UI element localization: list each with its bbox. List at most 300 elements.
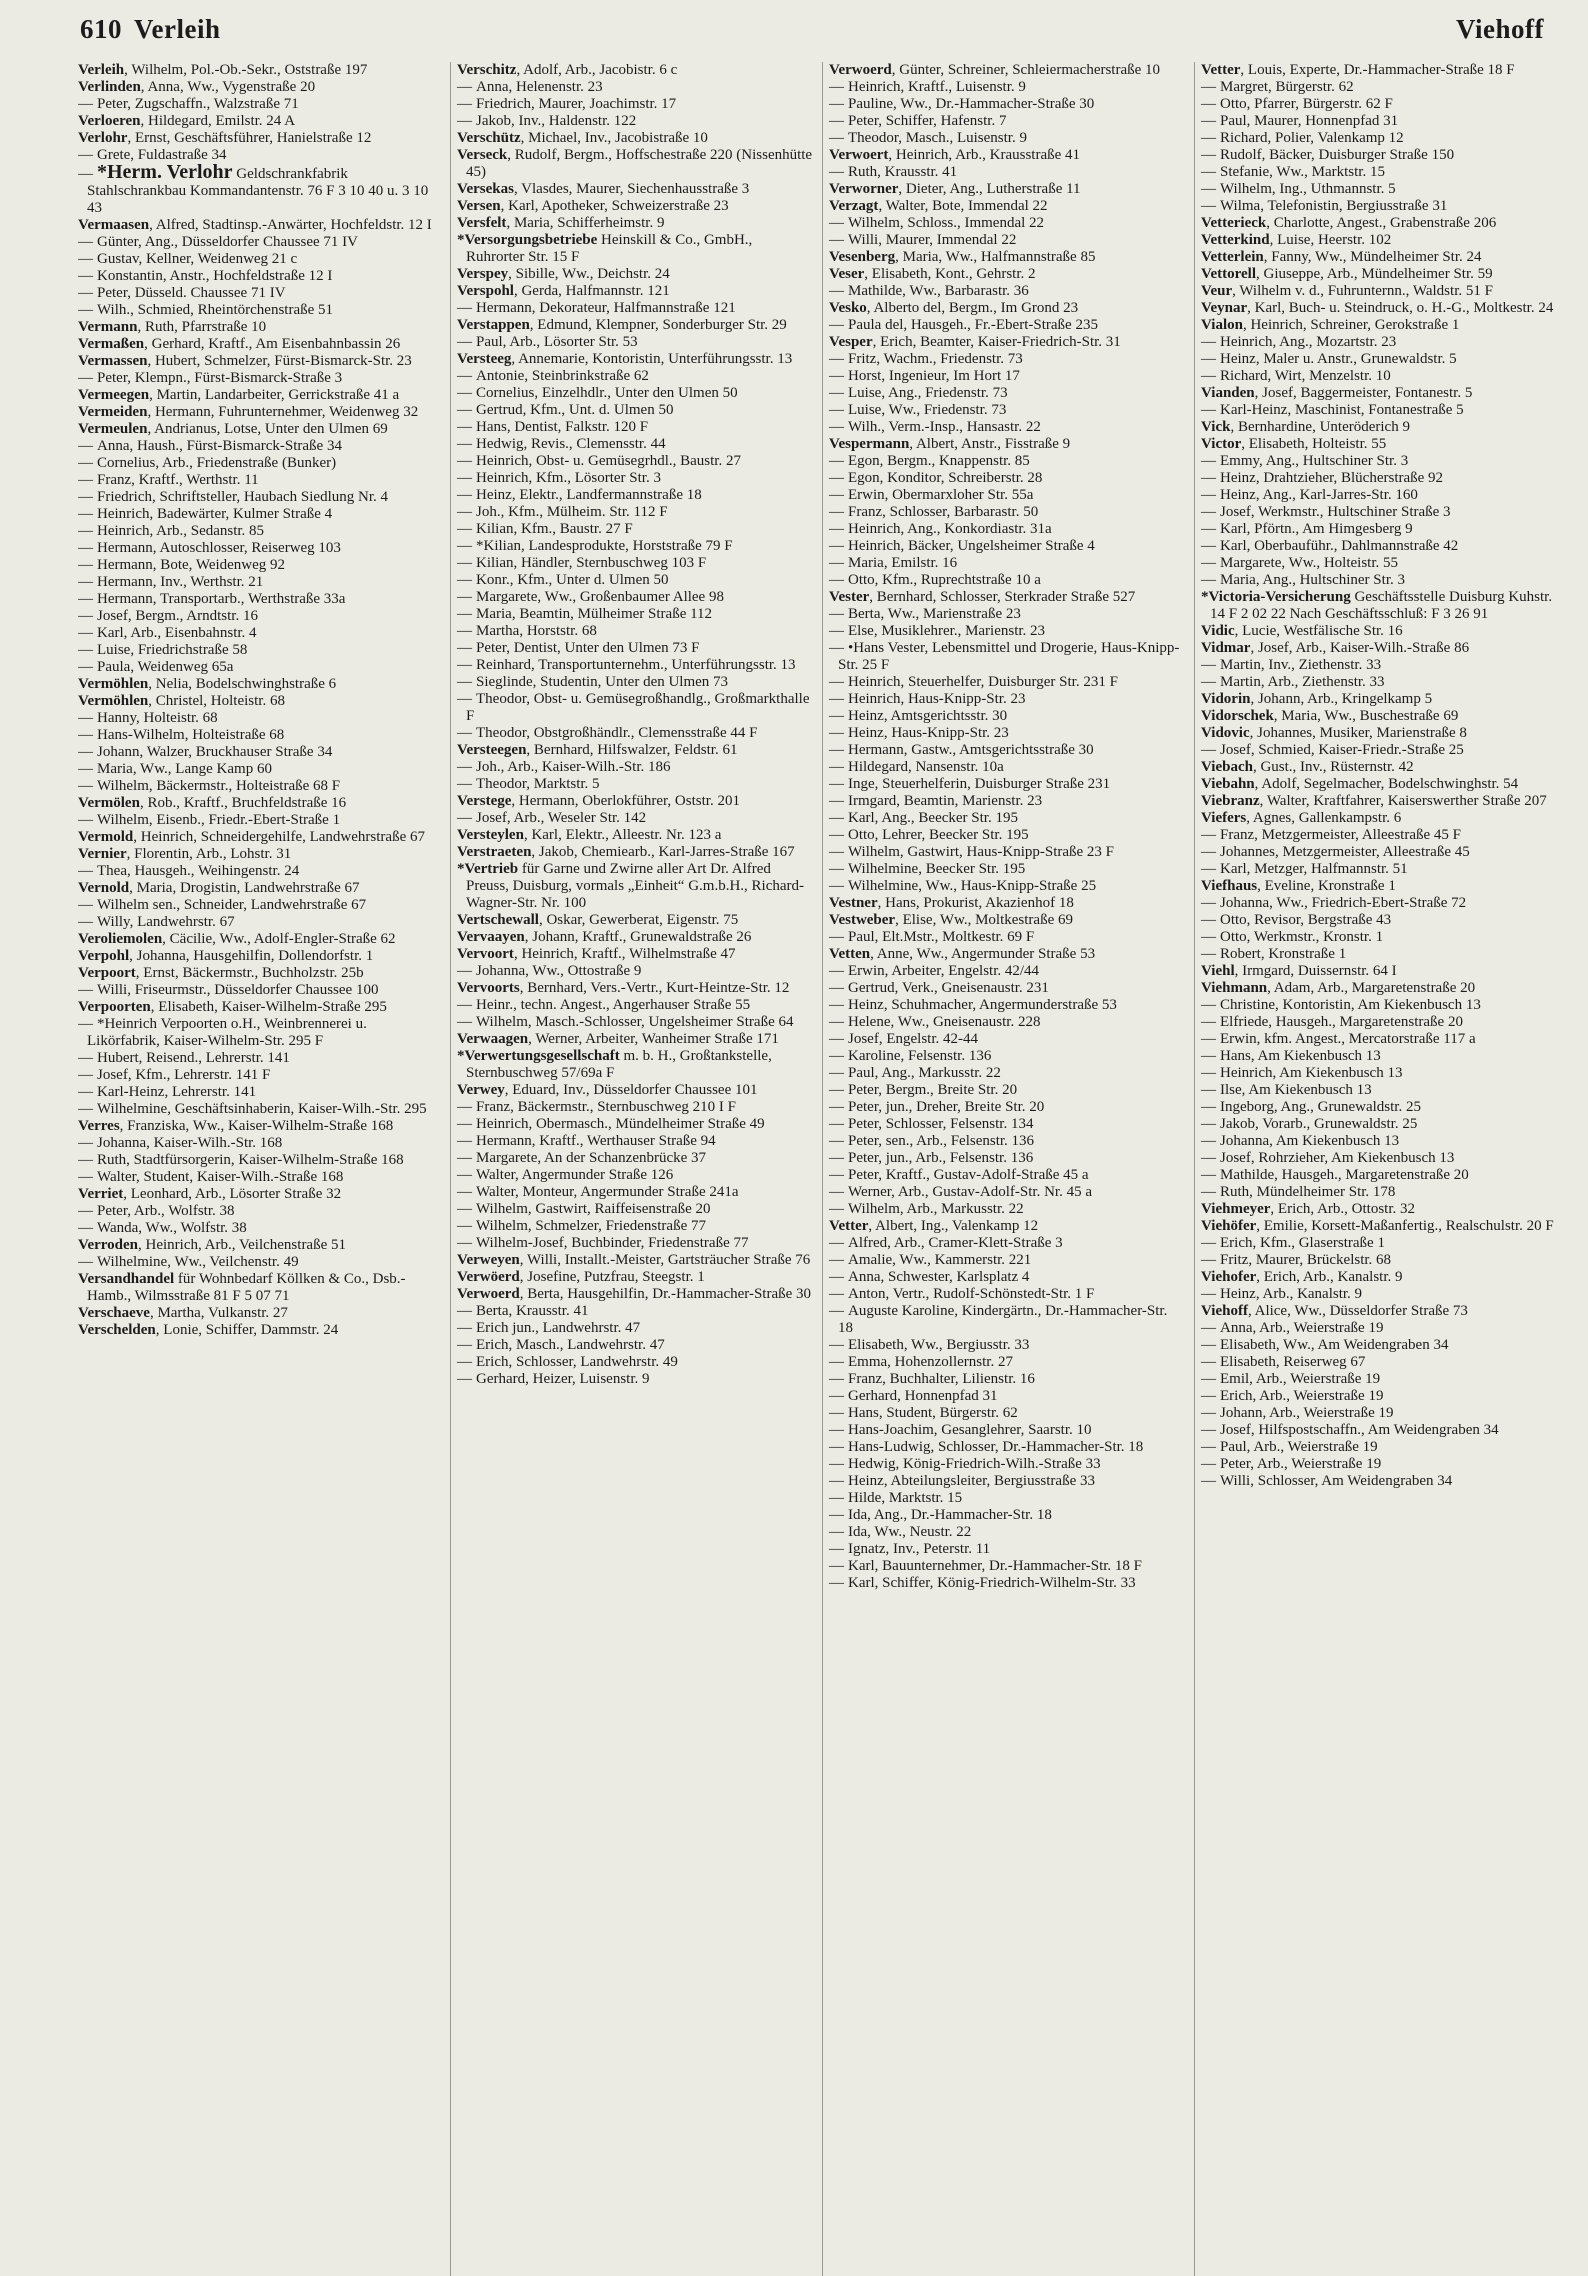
- entry-details: Martin, Inv., Ziethenstr. 33: [1220, 657, 1382, 673]
- entry-details: Hans-Joachim, Gesanglehrer, Saarstr. 10: [848, 1422, 1092, 1438]
- directory-entry: [78, 778, 442, 795]
- directory-entry: [1201, 997, 1558, 1014]
- directory-entry: [829, 691, 1186, 708]
- entry-details: Wilhelm, Schmelzer, Friedenstraße 77: [476, 1218, 706, 1234]
- entry-details: Otto, Lehrer, Beecker Str. 195: [848, 827, 1029, 843]
- entry-details: Heinz, Haus-Knipp-Str. 23: [848, 725, 1009, 741]
- ditto-dash: —: [829, 606, 844, 622]
- entry-surname: Vervaayen: [457, 929, 525, 945]
- entry-details: Christine, Kontoristin, Am Kiekenbusch 13: [1220, 997, 1481, 1013]
- entry-details: Werner, Arb., Gustav-Adolf-Str. Nr. 45 a: [848, 1184, 1092, 1200]
- entry-details: Franz, Schlosser, Barbarastr. 50: [848, 504, 1039, 520]
- entry-details: Ruth, Krausstr. 41: [848, 164, 958, 180]
- directory-entry: [1201, 1082, 1558, 1099]
- directory-entry: [829, 1082, 1186, 1099]
- directory-entry: [78, 251, 442, 268]
- directory-entry: [1201, 980, 1558, 997]
- directory-entry: [78, 659, 442, 676]
- entry-details: Johannes, Metzgermeister, Alleestraße 45: [1220, 844, 1470, 860]
- entry-details: Hans, Dentist, Falkstr. 120 F: [476, 419, 649, 435]
- ditto-dash: —: [457, 300, 472, 316]
- ditto-dash: —: [829, 1575, 844, 1591]
- entry-details: Wilhelmine, Beecker Str. 195: [848, 861, 1026, 877]
- entry-details: Helene, Ww., Gneisenaustr. 228: [848, 1014, 1041, 1030]
- entry-details: Karl, Oberbauführ., Dahlmannstraße 42: [1220, 538, 1459, 554]
- ditto-dash: —: [829, 691, 844, 707]
- directory-entry: [829, 640, 1186, 674]
- ditto-dash: —: [78, 1067, 93, 1083]
- ditto-dash: —: [78, 285, 93, 301]
- directory-entry: [1201, 368, 1558, 385]
- entry-details: Franz, Bäckermstr., Sternbuschweg 210 I F: [476, 1099, 736, 1115]
- ditto-dash: —: [78, 863, 93, 879]
- directory-entry: [457, 1014, 814, 1031]
- directory-entry: [78, 574, 442, 591]
- entry-details: Egon, Bergm., Knappenstr. 85: [848, 453, 1030, 469]
- directory-entry: [1201, 691, 1558, 708]
- ditto-dash: —: [829, 164, 844, 180]
- entry-details: , Elisabeth, Holteistr. 55: [1241, 436, 1387, 452]
- entry-details: Margarete, Ww., Holteistr. 55: [1220, 555, 1399, 571]
- ditto-dash: —: [829, 1388, 844, 1404]
- directory-entry: [1201, 1133, 1558, 1150]
- entry-details: , Josef, Baggermeister, Fontanestr. 5: [1254, 385, 1473, 401]
- ditto-dash: —: [78, 1101, 93, 1117]
- directory-entry: [829, 742, 1186, 759]
- ditto-dash: —: [78, 659, 93, 675]
- entry-details: Egon, Konditor, Schreiberstr. 28: [848, 470, 1043, 486]
- ditto-dash: —: [457, 96, 472, 112]
- directory-entry: [1201, 521, 1558, 538]
- entry-details: Günter, Ang., Düsseldorfer Chaussee 71 IV: [97, 234, 359, 250]
- ditto-dash: —: [829, 725, 844, 741]
- directory-entry: [1201, 538, 1558, 555]
- entry-details: Heinz, Abteilungsleiter, Bergiusstraße 33: [848, 1473, 1095, 1489]
- entry-details: , Louis, Experte, Dr.-Hammacher-Straße 18 F: [1240, 62, 1515, 78]
- ditto-dash: —: [457, 657, 472, 673]
- directory-entry: [829, 606, 1186, 623]
- ditto-dash: —: [1201, 1133, 1216, 1149]
- directory-entry: [78, 642, 442, 659]
- directory-entry: [1201, 1286, 1558, 1303]
- entry-details: Peter, Düsseld. Chaussee 71 IV: [97, 285, 286, 301]
- entry-details: Erich, Arb., Weierstraße 19: [1220, 1388, 1384, 1404]
- directory-entry: [829, 164, 1186, 181]
- entry-details: Elisabeth, Ww., Am Weidengraben 34: [1220, 1337, 1449, 1353]
- directory-entry: [1201, 1473, 1558, 1490]
- entry-details: Ruth, Mündelheimer Str. 178: [1220, 1184, 1396, 1200]
- entry-details: , Sibille, Ww., Deichstr. 24: [508, 266, 670, 282]
- ditto-dash: —: [829, 1337, 844, 1353]
- entry-details: , Fanny, Ww., Mündelheimer Str. 24: [1263, 249, 1482, 265]
- directory-entry: [457, 487, 814, 504]
- entry-surname: Vesper: [829, 334, 873, 350]
- entry-details: Friedrich, Schriftsteller, Haubach Siedlung Nr. 4: [97, 489, 388, 505]
- ditto-dash: —: [829, 1235, 844, 1251]
- ditto-dash: —: [457, 521, 472, 537]
- ditto-dash: —: [1201, 1014, 1216, 1030]
- directory-entry: [457, 130, 814, 147]
- directory-entry: [78, 1067, 442, 1084]
- entry-surname: Verlohr: [78, 130, 128, 146]
- directory-entry: [1201, 912, 1558, 929]
- entry-details: Walter, Student, Kaiser-Wilh.-Straße 168: [97, 1169, 344, 1185]
- directory-entry: [1201, 96, 1558, 113]
- directory-entry: [1201, 1388, 1558, 1405]
- directory-entry: [1201, 1031, 1558, 1048]
- directory-entry: [78, 353, 442, 370]
- ditto-dash: —: [829, 1167, 844, 1183]
- ditto-dash: —: [1201, 198, 1216, 214]
- directory-entry: [829, 368, 1186, 385]
- directory-entry: [457, 266, 814, 283]
- entry-details: Gustav, Kellner, Weidenweg 21 c: [97, 251, 298, 267]
- entry-details: , Irmgard, Duissernstr. 64 I: [1234, 963, 1397, 979]
- ditto-dash: —: [829, 419, 844, 435]
- directory-entry: [78, 455, 442, 472]
- entry-surname: Vermann: [78, 319, 138, 335]
- entry-details: Hildegard, Nansenstr. 10a: [848, 759, 1004, 775]
- entry-surname: Viefhaus: [1201, 878, 1258, 894]
- directory-entry: [78, 285, 442, 302]
- directory-entry: [1201, 963, 1558, 980]
- directory-entry: [829, 283, 1186, 300]
- ditto-dash: —: [829, 1303, 844, 1319]
- entry-surname: Vianden: [1201, 385, 1255, 401]
- ditto-dash: —: [78, 778, 93, 794]
- directory-entry: [457, 1269, 814, 1286]
- entry-details: , Bernhard, Schlosser, Sterkrader Straße 527: [869, 589, 1136, 605]
- entry-details: , Nelia, Bodelschwinghstraße 6: [148, 676, 337, 692]
- directory-entry: [1201, 1320, 1558, 1337]
- ditto-dash: —: [829, 402, 844, 418]
- ditto-dash: —: [1201, 470, 1216, 486]
- directory-entry: [457, 1337, 814, 1354]
- directory-entry: [829, 385, 1186, 402]
- directory-entry: [1201, 657, 1558, 674]
- entry-details: Cornelius, Arb., Friedenstraße (Bunker): [97, 455, 337, 471]
- ditto-dash: —: [829, 317, 844, 333]
- entry-surname: Veroliemolen: [78, 931, 163, 947]
- entry-details: Anna, Helenenstr. 23: [476, 79, 603, 95]
- directory-entry: [78, 591, 442, 608]
- directory-entry: [1201, 725, 1558, 742]
- directory-entry: [1201, 266, 1558, 283]
- directory-entry: [78, 948, 442, 965]
- ditto-dash: —: [829, 1507, 844, 1523]
- ditto-dash: —: [1201, 1048, 1216, 1064]
- entry-details: , Elisabeth, Kaiser-Wilhelm-Straße 295: [150, 999, 387, 1015]
- entry-details: Hilde, Marktstr. 15: [848, 1490, 963, 1506]
- directory-entry: [829, 1218, 1186, 1235]
- entry-details: , Albert, Ing., Valenkamp 12: [868, 1218, 1039, 1234]
- entry-details: , Wilhelm, Pol.-Ob.-Sekr., Oststraße 197: [124, 62, 368, 78]
- entry-surname: Verstraeten: [457, 844, 532, 860]
- ditto-dash: —: [78, 455, 93, 471]
- entry-details: Fritz, Wachm., Friedenstr. 73: [848, 351, 1023, 367]
- directory-entry: [457, 742, 814, 759]
- entry-details: Konr., Kfm., Unter d. Ulmen 50: [476, 572, 669, 588]
- directory-entry: [457, 232, 814, 266]
- ditto-dash: —: [829, 1065, 844, 1081]
- entry-surname: Vetter: [829, 1218, 869, 1234]
- ditto-dash: —: [829, 759, 844, 775]
- entry-details: Wilhelm, Gastwirt, Raiffeisenstraße 20: [476, 1201, 711, 1217]
- entry-details: Wilhelm, Schloss., Immendal 22: [848, 215, 1045, 231]
- entry-details: , Johannes, Musiker, Marienstraße 8: [1249, 725, 1467, 741]
- entry-details: Wilhelmine, Ww., Haus-Knipp-Straße 25: [848, 878, 1097, 894]
- ditto-dash: —: [457, 1133, 472, 1149]
- ditto-dash: —: [829, 623, 844, 639]
- running-head-left: [80, 14, 221, 45]
- entry-details: Karoline, Felsenstr. 136: [848, 1048, 992, 1064]
- entry-details: Wilma, Telefonistin, Bergiusstraße 31: [1220, 198, 1448, 214]
- directory-entry: [1201, 334, 1558, 351]
- directory-entry: [829, 215, 1186, 232]
- ditto-dash: —: [1201, 742, 1216, 758]
- directory-entry: [457, 351, 814, 368]
- ditto-dash: —: [829, 368, 844, 384]
- entry-details: Auguste Karoline, Kindergärtn., Dr.-Hammacher-Str. 18: [838, 1303, 1168, 1336]
- directory-entry: [457, 1286, 814, 1303]
- entry-surname: Vesko: [829, 300, 867, 316]
- entry-surname: Veynar: [1201, 300, 1248, 316]
- directory-entry: [78, 130, 442, 147]
- entry-details: Reinhard, Transportunternehm., Unterführungsstr. 13: [476, 657, 796, 673]
- directory-entry: [1201, 436, 1558, 453]
- ditto-dash: —: [829, 1201, 844, 1217]
- entry-details: Ingeborg, Ang., Grunewaldstr. 25: [1220, 1099, 1421, 1115]
- entry-details: Peter, Arb., Weierstraße 19: [1220, 1456, 1382, 1472]
- entry-details: Josef, Kfm., Lehrerstr. 141 F: [97, 1067, 271, 1083]
- directory-entry: [457, 776, 814, 793]
- entry-details: Margarete, An der Schanzenbrücke 37: [476, 1150, 707, 1166]
- ditto-dash: —: [829, 1541, 844, 1557]
- entry-details: Josef, Rohrzieher, Am Kiekenbusch 13: [1220, 1150, 1455, 1166]
- entry-details: Heinrich, Obermasch., Mündelheimer Straße 49: [476, 1116, 765, 1132]
- ditto-dash: —: [78, 147, 93, 163]
- entry-details: , Gust., Inv., Rüsternstr. 42: [1252, 759, 1414, 775]
- entry-details: Erwin, kfm. Angest., Mercatorstraße 117 a: [1220, 1031, 1476, 1047]
- directory-entry: [457, 1354, 814, 1371]
- directory-entry: [457, 946, 814, 963]
- directory-entry: [1201, 1150, 1558, 1167]
- ditto-dash: —: [78, 897, 93, 913]
- ditto-dash: —: [457, 113, 472, 129]
- entry-surname: *Versorgungsbetriebe: [457, 232, 598, 248]
- ditto-dash: —: [78, 1135, 93, 1151]
- directory-columns: [78, 62, 1558, 2276]
- entry-details: , Oskar, Gewerberat, Eigenstr. 75: [538, 912, 739, 928]
- ditto-dash: —: [1201, 368, 1216, 384]
- entry-details: Else, Musiklehrer., Marienstr. 23: [848, 623, 1046, 639]
- entry-details: Theodor, Masch., Luisenstr. 9: [848, 130, 1027, 146]
- entry-surname: Verleih: [78, 62, 125, 78]
- directory-entry: [78, 1101, 442, 1118]
- ditto-dash: —: [1201, 538, 1216, 554]
- entry-surname: Viehofer: [1201, 1269, 1257, 1285]
- ditto-dash: —: [829, 878, 844, 894]
- entry-surname: Vestner: [829, 895, 878, 911]
- entry-surname: Versteegen: [457, 742, 527, 758]
- ditto-dash: —: [1201, 1439, 1216, 1455]
- directory-entry: [78, 438, 442, 455]
- entry-details: , Christel, Holteistr. 68: [148, 693, 285, 709]
- ditto-dash: —: [829, 1252, 844, 1268]
- directory-entry: [457, 317, 814, 334]
- ditto-dash: —: [78, 1084, 93, 1100]
- entry-surname: Vettorell: [1201, 266, 1256, 282]
- ditto-dash: —: [829, 504, 844, 520]
- ditto-dash: —: [78, 1220, 93, 1236]
- right-keyword: Viehoff: [1456, 13, 1544, 44]
- ditto-dash: —: [829, 844, 844, 860]
- entry-details: Wanda, Ww., Wolfstr. 38: [97, 1220, 247, 1236]
- directory-entry: [457, 181, 814, 198]
- entry-details: Cornelius, Einzelhdlr., Unter den Ulmen 50: [476, 385, 738, 401]
- directory-entry: [1201, 1456, 1558, 1473]
- ditto-dash: —: [78, 251, 93, 267]
- entry-details: , Adam, Arb., Margaretenstraße 20: [1267, 980, 1476, 996]
- entry-details: Heinrich, Obst- u. Gemüsegrhdl., Baustr. 27: [476, 453, 741, 469]
- directory-entry: [457, 793, 814, 810]
- ditto-dash: —: [829, 1184, 844, 1200]
- ditto-dash: —: [829, 1014, 844, 1030]
- entry-details: , Bernhard, Hilfswalzer, Feldstr. 61: [526, 742, 738, 758]
- ditto-dash: —: [1201, 334, 1216, 350]
- directory-entry: [457, 1218, 814, 1235]
- ditto-dash: —: [829, 487, 844, 503]
- entry-details: Karl-Heinz, Maschinist, Fontanestraße 5: [1220, 402, 1464, 418]
- entry-details: Otto, Werkmstr., Kronstr. 1: [1220, 929, 1384, 945]
- directory-entry: [457, 538, 814, 555]
- entry-details: Luise, Ww., Friedenstr. 73: [848, 402, 1007, 418]
- directory-entry: [829, 1354, 1186, 1371]
- ditto-dash: —: [457, 725, 472, 741]
- entry-details: Franz, Buchhalter, Lilienstr. 16: [848, 1371, 1035, 1387]
- entry-details: , Bernhard, Vers.-Vertr., Kurt-Heintze-Str. 12: [519, 980, 790, 996]
- entry-details: , Adolf, Arb., Jacobistr. 6 c: [516, 62, 678, 78]
- directory-entry: [457, 759, 814, 776]
- directory-entry: [78, 710, 442, 727]
- ditto-dash: —: [1201, 572, 1216, 588]
- entry-details: Johann, Walzer, Bruckhauser Straße 34: [97, 744, 333, 760]
- entry-details: Heinz, Maler u. Anstr., Grunewaldstr. 5: [1220, 351, 1457, 367]
- ditto-dash: —: [457, 674, 472, 690]
- ditto-dash: —: [457, 691, 472, 707]
- ditto-dash: —: [1201, 912, 1216, 928]
- directory-entry: [457, 1048, 814, 1082]
- entry-details: , Karl, Buch- u. Steindruck, o. H.-G., Moltkestr. 24: [1247, 300, 1554, 316]
- entry-details: Maria, Ww., Lange Kamp 60: [97, 761, 272, 777]
- entry-details: Karl, Pförtn., Am Himgesberg 9: [1220, 521, 1413, 537]
- entry-surname: Verschaeve: [78, 1305, 150, 1321]
- entry-details: Hermann, Dekorateur, Halfmannstraße 121: [476, 300, 736, 316]
- directory-entry: [829, 130, 1186, 147]
- ditto-dash: —: [1201, 402, 1216, 418]
- directory-entry: [829, 1065, 1186, 1082]
- directory-entry: [829, 96, 1186, 113]
- ditto-dash: —: [1201, 79, 1216, 95]
- ditto-dash: —: [78, 982, 93, 998]
- ditto-dash: —: [78, 234, 93, 250]
- entry-details: , Maria, Ww., Halfmannstraße 85: [895, 249, 1096, 265]
- directory-entry: [457, 1116, 814, 1133]
- directory-entry: [1201, 1252, 1558, 1269]
- entry-details: Erich, Masch., Landwehrstr. 47: [476, 1337, 665, 1353]
- entry-details: Gerhard, Heizer, Luisenstr. 9: [476, 1371, 650, 1387]
- directory-entry: [78, 319, 442, 336]
- directory-entry: [1201, 249, 1558, 266]
- entry-details: Paul, Maurer, Honnenpfad 31: [1220, 113, 1399, 129]
- directory-entry: [457, 96, 814, 113]
- directory-entry: [78, 676, 442, 693]
- ditto-dash: —: [829, 861, 844, 877]
- ditto-dash: —: [457, 1201, 472, 1217]
- directory-entry: [1201, 164, 1558, 181]
- entry-details: , Wilhelm v. d., Fuhrunternn., Waldstr. 51 F: [1232, 283, 1493, 299]
- directory-entry: [78, 1169, 442, 1186]
- ditto-dash: —: [457, 572, 472, 588]
- entry-details: •Hans Vester, Lebensmittel und Drogerie, Haus-Knipp-Str. 25 F: [838, 640, 1180, 673]
- entry-details: Wilhelmine, Geschäftsinhaberin, Kaiser-Wilh.-Str. 295: [97, 1101, 427, 1117]
- directory-entry: [829, 1048, 1186, 1065]
- entry-details: , Anne, Ww., Angermunder Straße 53: [870, 946, 1096, 962]
- directory-entry: [829, 776, 1186, 793]
- entry-details: Heinrich, Bäcker, Ungelsheimer Straße 4: [848, 538, 1095, 554]
- ditto-dash: —: [1201, 1082, 1216, 1098]
- ditto-dash: —: [1201, 181, 1216, 197]
- ditto-dash: —: [829, 1405, 844, 1421]
- entry-details: Gerhard, Honnenpfad 31: [848, 1388, 998, 1404]
- ditto-dash: —: [829, 776, 844, 792]
- directory-entry: [78, 161, 442, 217]
- directory-entry: [457, 521, 814, 538]
- entry-details: Alfred, Arb., Cramer-Klett-Straße 3: [848, 1235, 1063, 1251]
- entry-details: Luise, Ang., Friedenstr. 73: [848, 385, 1008, 401]
- directory-entry: [829, 963, 1186, 980]
- entry-details: Karl, Schiffer, König-Friedrich-Wilhelm-Str. 33: [848, 1575, 1136, 1591]
- directory-entry: [829, 623, 1186, 640]
- ditto-dash: —: [78, 523, 93, 539]
- ditto-dash: —: [829, 1473, 844, 1489]
- ditto-dash: —: [457, 810, 472, 826]
- entry-details: Heinz, Schuhmacher, Angermunderstraße 53: [848, 997, 1117, 1013]
- directory-entry: [1201, 1201, 1558, 1218]
- directory-entry: [1201, 1371, 1558, 1388]
- entry-details: Johann, Arb., Weierstraße 19: [1220, 1405, 1394, 1421]
- directory-entry: [1201, 1099, 1558, 1116]
- ditto-dash: —: [457, 487, 472, 503]
- ditto-dash: —: [457, 538, 472, 554]
- entry-details: , Werner, Arbeiter, Wanheimer Straße 171: [528, 1031, 779, 1047]
- ditto-dash: —: [1201, 1405, 1216, 1421]
- ditto-dash: —: [457, 759, 472, 775]
- ditto-dash: —: [829, 555, 844, 571]
- entry-details: Pauline, Ww., Dr.-Hammacher-Straße 30: [848, 96, 1095, 112]
- directory-entry: [457, 215, 814, 232]
- entry-details: , Emilie, Korsett-Maßanfertig., Realschulstr. 20 F: [1256, 1218, 1554, 1234]
- entry-surname: Vetterlein: [1201, 249, 1264, 265]
- entry-details: Paula del, Hausgeh., Fr.-Ebert-Straße 235: [848, 317, 1098, 333]
- directory-entry: [1201, 351, 1558, 368]
- directory-entry: [78, 489, 442, 506]
- entry-surname: Versteylen: [457, 827, 524, 843]
- entry-surname: Vermölen: [78, 795, 140, 811]
- directory-entry: [829, 1031, 1186, 1048]
- ditto-dash: —: [457, 1235, 472, 1251]
- ditto-dash: —: [1201, 504, 1216, 520]
